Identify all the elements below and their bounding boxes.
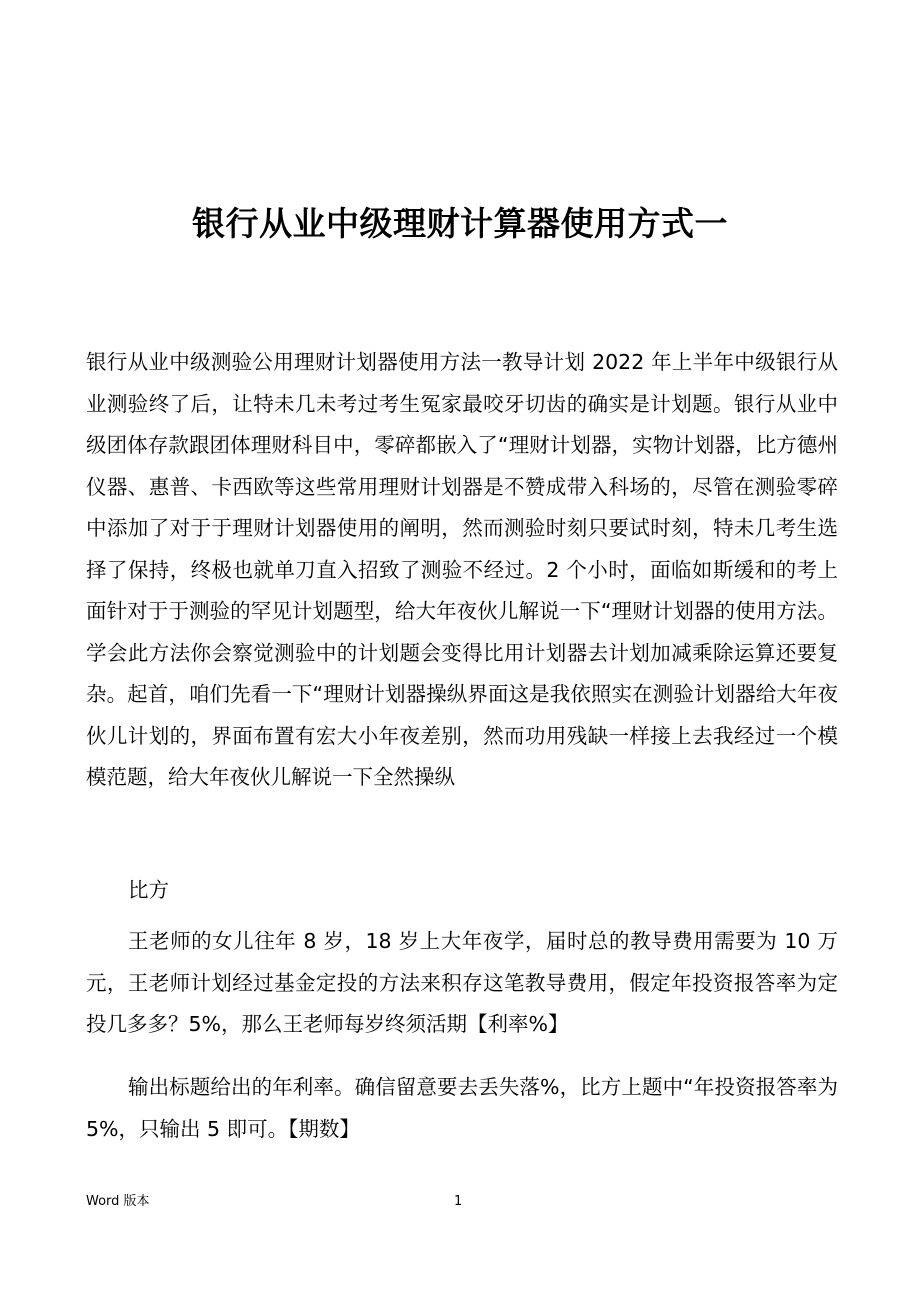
document-title: 银行从业中级理财计算器使用方式一 bbox=[192, 204, 728, 243]
paragraph-input-instruction: 输出标题给出的年利率。确信留意要去丢失落%，比方上题中“年投资报答率为 5%，只输出 5 即可。【期数】 bbox=[86, 1075, 838, 1141]
footer-page-number: 1 bbox=[454, 1194, 463, 1209]
footer-version-label: Word 版本 bbox=[86, 1194, 150, 1209]
paragraph-example-label: 比方 bbox=[128, 878, 169, 902]
paragraph-example-question: 王老师的女儿往年 8 岁，18 岁上大年夜学，届时总的教导费用需要为 10 万元，王老师计划经过基金定投的方法来积存这笔教导费用，假定年投资报答率为定投几多多？5%，那么王老师每岁终须活期【利率%】 bbox=[86, 929, 838, 1036]
paragraph-intro: 银行从业中级测验公用理财计划器使用方法一教导计划 2022 年上半年中级银行从业测验终了后，让特未几未考过考生冤家最咬牙切齿的确实是计划题。银行从业中级团体存款跟团体理财科目中，零碎都嵌入了“理财计划器，实物计划器，比方德州仪器、惠普、卡西欧等这些常用理财计划器是不赞成带入科场的，尽管在测验零碎中添加了对于于理财计划器使用的阐明，然而测验时刻只要试时刻，特未几考生选择了保持，终极也就单刀直入招致了测验不经过。2 个小时，面临如斯缓和的考上面针对于于测验的罕见计划题型，给大年夜伙儿解说一下“理财计划器的使用方法。学会此方法你会察觉测验中的计划题会变得比用计划器去计划加减乘除运算还要复杂。起首，咱们先看一下“理财计划器操纵界面这是我依照实在测验计划器给大年夜伙儿计划的，界面布置有宏大小年夜差别，然而功用残缺一样接上去我经过一个模模范题，给大年夜伙儿解说一下全然操纵 bbox=[86, 350, 838, 789]
